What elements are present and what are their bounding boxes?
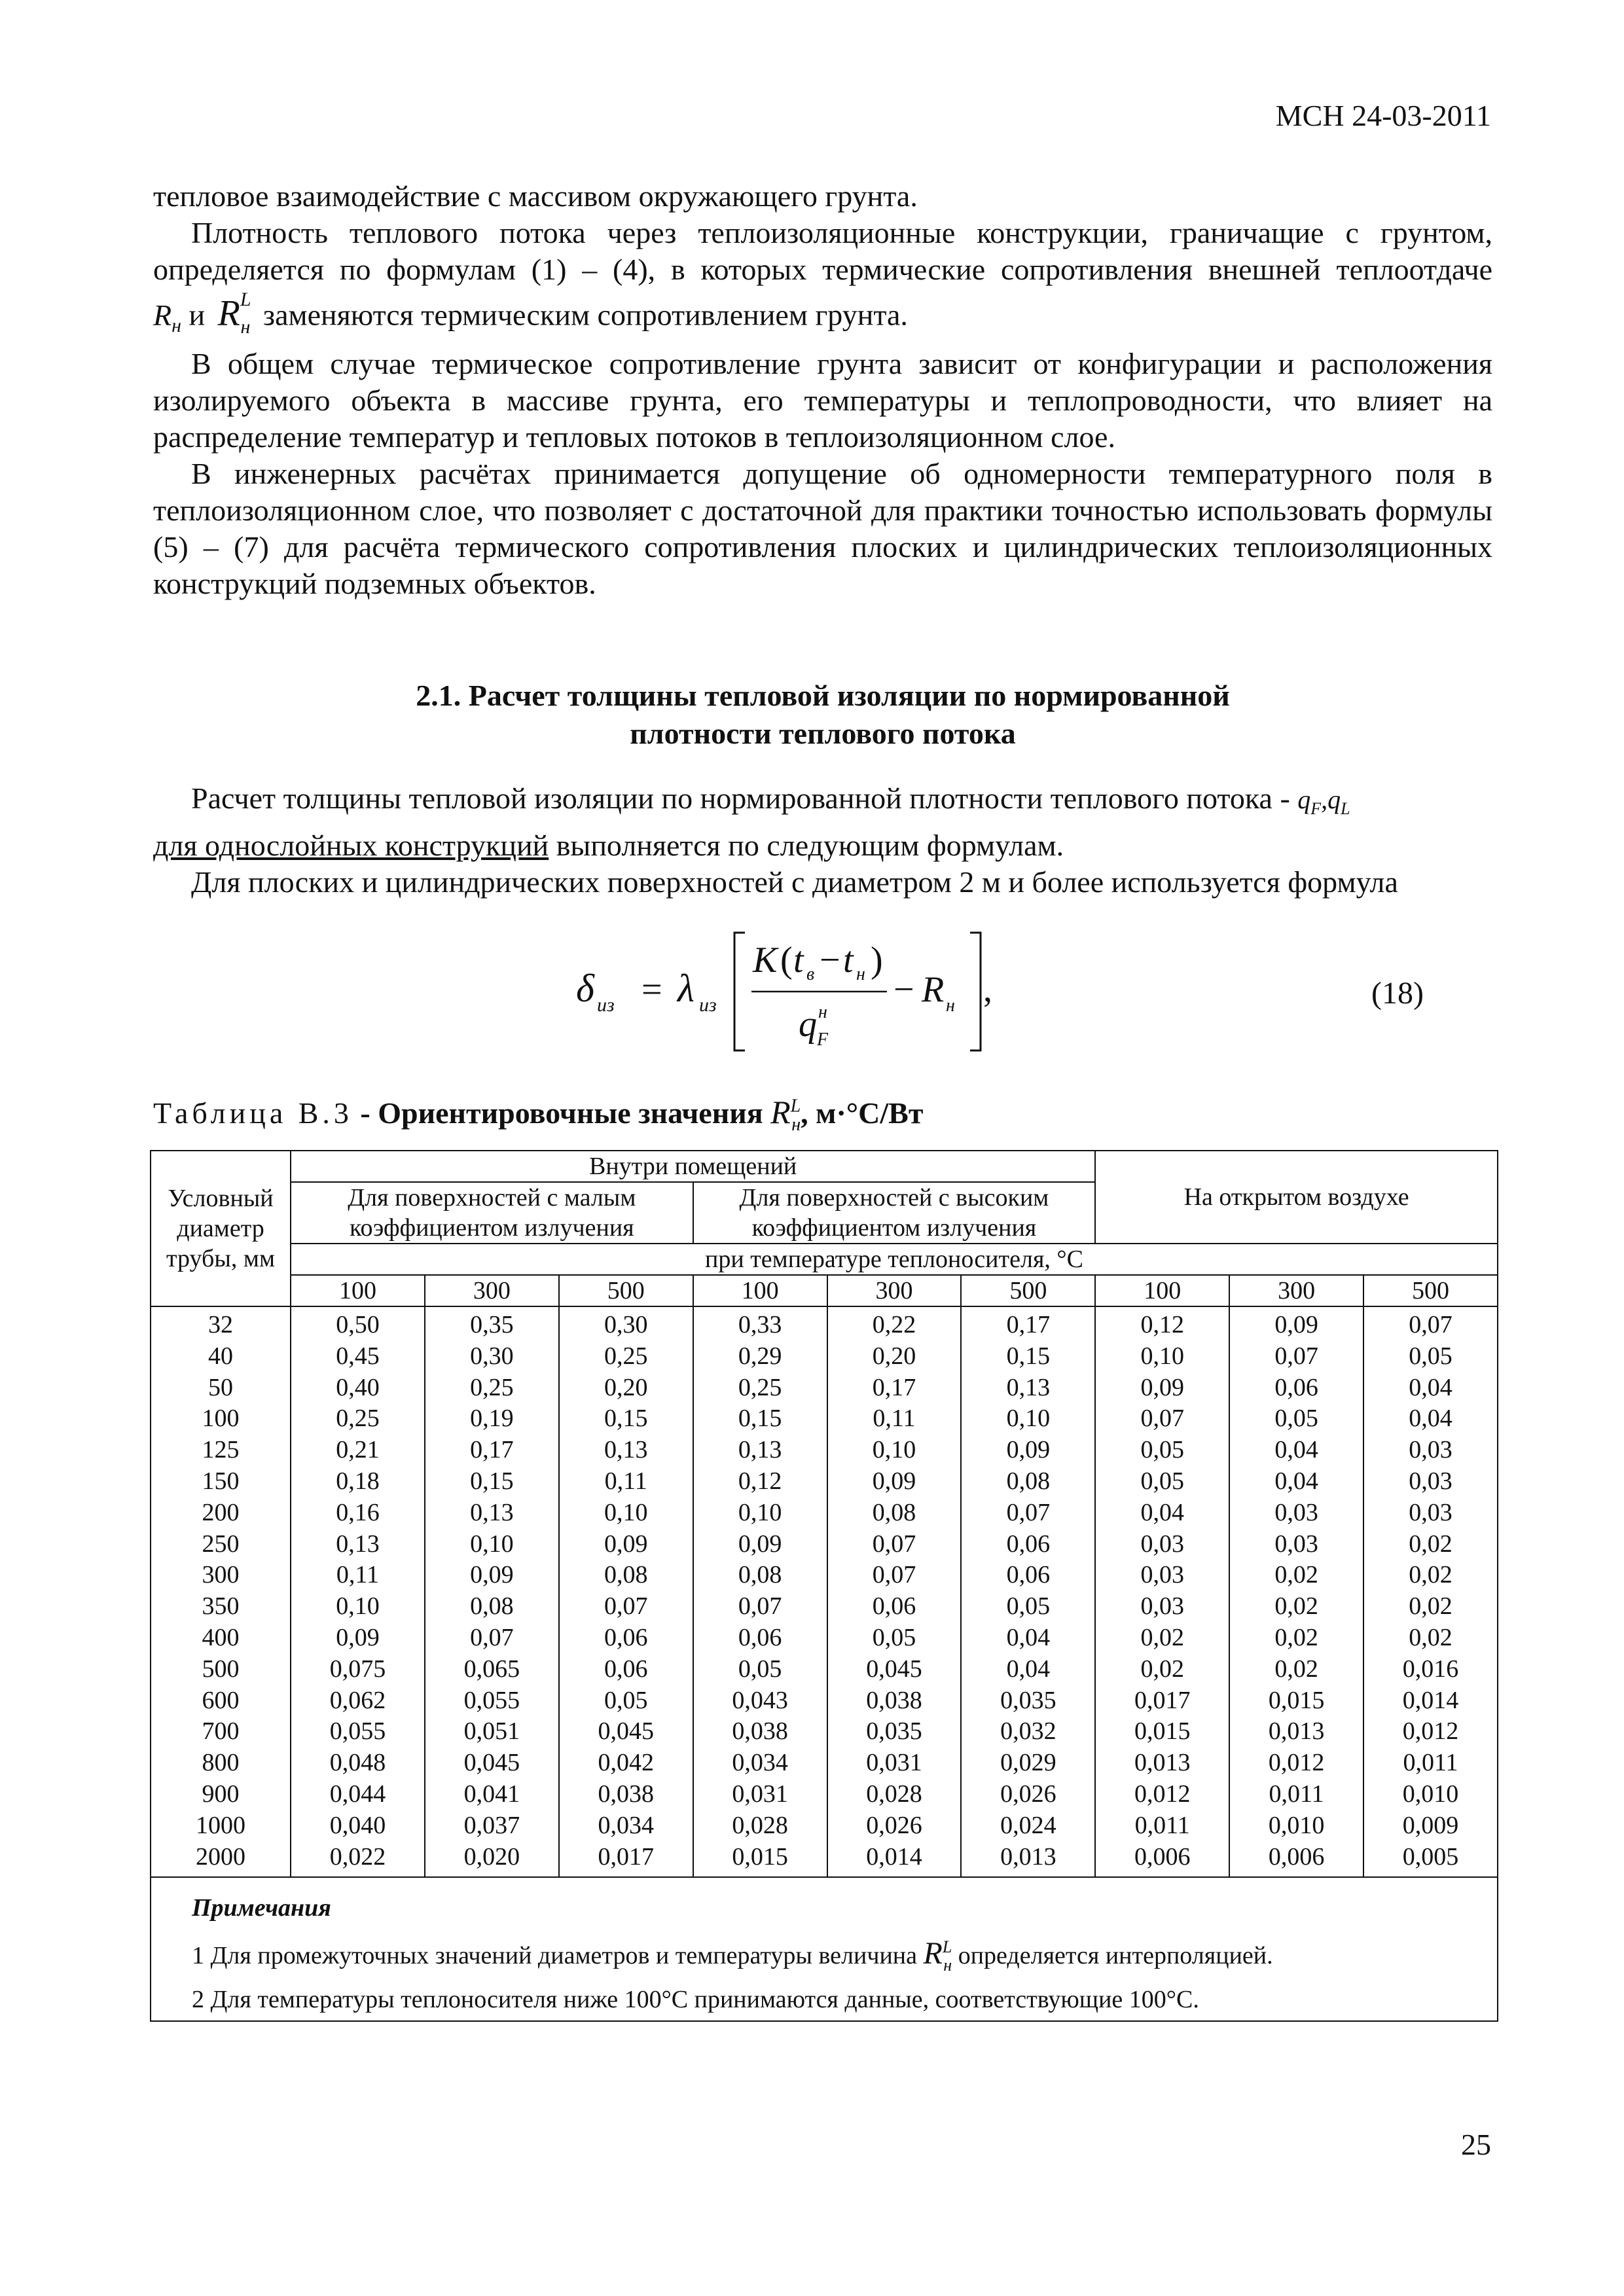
cell-value: 0,038 bbox=[559, 1779, 693, 1810]
formula-lambda: λ bbox=[677, 967, 695, 1010]
cell-diameter: 100 bbox=[151, 1403, 291, 1435]
cell-value: 0,02 bbox=[1229, 1654, 1363, 1685]
cell-value: 0,04 bbox=[1229, 1435, 1363, 1466]
cell-value: 0,10 bbox=[693, 1498, 827, 1529]
header-temp-8: 500 bbox=[1363, 1275, 1498, 1306]
cell-value: 0,043 bbox=[693, 1685, 827, 1717]
cell-diameter: 350 bbox=[151, 1591, 291, 1623]
table-row bbox=[151, 1435, 1498, 1466]
svg-text:−: − bbox=[893, 969, 914, 1010]
cell-value: 0,02 bbox=[1363, 1623, 1498, 1654]
cell-value: 0,10 bbox=[291, 1591, 425, 1623]
header-low-emissivity: Для поверхностей с малым коэффициентом излучения bbox=[291, 1182, 693, 1244]
cell-value: 0,04 bbox=[1363, 1372, 1498, 1404]
cell-value: 0,10 bbox=[961, 1403, 1095, 1435]
cell-value: 0,08 bbox=[559, 1560, 693, 1591]
cell-value: 0,042 bbox=[559, 1748, 693, 1779]
cell-value: 0,10 bbox=[425, 1529, 559, 1560]
formula-t2: t bbox=[843, 940, 854, 980]
header-temp-2: 500 bbox=[559, 1275, 693, 1306]
table-title-symbol: $R^L_н$ bbox=[770, 1094, 801, 1135]
cell-value: 0,04 bbox=[1229, 1466, 1363, 1498]
cell-value: 0,08 bbox=[961, 1466, 1095, 1498]
cell-value: 0,026 bbox=[827, 1810, 962, 1842]
section-heading-line2: плотности теплового потока bbox=[630, 717, 1016, 750]
cell-diameter: 125 bbox=[151, 1435, 291, 1466]
cell-value: 0,03 bbox=[1095, 1529, 1229, 1560]
cell-value: 0,07 bbox=[425, 1623, 559, 1654]
cell-value: 0,06 bbox=[827, 1591, 962, 1623]
formula-lambda-sub: из bbox=[699, 994, 717, 1016]
table-row bbox=[151, 1716, 1498, 1748]
formula-18 bbox=[563, 920, 1021, 1057]
paragraph-formula-intro: Для плоских и цилиндрических поверхностей с диаметром 2 м и более используется формула bbox=[191, 865, 1398, 899]
cell-value: 0,09 bbox=[1229, 1306, 1363, 1341]
cell-value: 0,05 bbox=[827, 1623, 962, 1654]
cell-value: 0,04 bbox=[961, 1623, 1095, 1654]
notes-heading: Примечания bbox=[192, 1894, 331, 1922]
cell-value: 0,045 bbox=[559, 1716, 693, 1748]
cell-diameter: 900 bbox=[151, 1779, 291, 1810]
cell-value: 0,07 bbox=[1229, 1341, 1363, 1372]
cell-value: 0,07 bbox=[1095, 1403, 1229, 1435]
header-temp-5: 500 bbox=[961, 1275, 1095, 1306]
cell-value: 0,02 bbox=[1095, 1623, 1229, 1654]
cell-value: 0,006 bbox=[1095, 1842, 1229, 1878]
cell-value: 0,029 bbox=[961, 1748, 1095, 1779]
svg-text:): ) bbox=[871, 940, 883, 980]
paragraph-engineering-assumption: В инженерных расчётах принимается допущение об одномерности температурного поля в теплоизоляционном слое, что позволяет с достаточной для практики точностью использовать формулы (5) – (7) для расчёта термического сопротивления плоских и цилиндрических теплоизоляционных конструкций подземных объектов. bbox=[153, 456, 1492, 600]
cell-value: 0,031 bbox=[693, 1779, 827, 1810]
header-temp-7: 300 bbox=[1229, 1275, 1363, 1306]
cell-value: 0,024 bbox=[961, 1810, 1095, 1842]
cell-value: 0,45 bbox=[291, 1341, 425, 1372]
table-row bbox=[151, 1591, 1498, 1623]
cell-value: 0,10 bbox=[1095, 1341, 1229, 1372]
cell-value: 0,05 bbox=[961, 1591, 1095, 1623]
formula-r: R bbox=[922, 969, 945, 1010]
cell-value: 0,09 bbox=[961, 1435, 1095, 1466]
formula-tn-sub: н bbox=[856, 964, 865, 984]
table-title: Таблица В.3 - Ориентировочные значения $R^L_н$, м·°С/Вт bbox=[153, 1094, 924, 1135]
header-high-emissivity: Для поверхностей с высоким коэффициентом излучения bbox=[693, 1182, 1096, 1244]
cell-value: 0,06 bbox=[559, 1623, 693, 1654]
formula-q-sup: н bbox=[818, 1002, 827, 1022]
cell-value: 0,03 bbox=[1363, 1435, 1498, 1466]
cell-value: 0,30 bbox=[425, 1341, 559, 1372]
cell-value: 0,028 bbox=[827, 1779, 962, 1810]
cell-value: 0,07 bbox=[559, 1591, 693, 1623]
cell-value: 0,05 bbox=[559, 1685, 693, 1717]
cell-value: 0,20 bbox=[827, 1341, 962, 1372]
cell-value: 0,065 bbox=[425, 1654, 559, 1685]
cell-value: 0,07 bbox=[827, 1560, 962, 1591]
cell-value: 0,07 bbox=[1363, 1306, 1498, 1341]
table-row bbox=[151, 1341, 1498, 1372]
paragraph-continuation: тепловое взаимодействие с массивом окружающего грунта. bbox=[153, 179, 918, 213]
note-2: 2 Для температуры теплоносителя ниже 100°С принимаются данные, соответствующие 100°С. bbox=[192, 1985, 1199, 2013]
section-heading-line1: 2.1. Расчет толщины тепловой изоляции по нормированной bbox=[416, 679, 1230, 712]
paragraph-soil-resistance: В общем случае термическое сопротивление грунта зависит от конфигурации и расположения изолируемого объекта в массиве грунта, его температуры и теплопроводности, что влияет на распределение температур и тепловых потоков в теплоизоляционном слое. bbox=[153, 346, 1492, 454]
cell-value: 0,22 bbox=[827, 1306, 962, 1341]
formula-tv-sub: в bbox=[806, 964, 815, 984]
cell-value: 0,15 bbox=[961, 1341, 1095, 1372]
cell-diameter: 150 bbox=[151, 1466, 291, 1498]
cell-value: 0,35 bbox=[425, 1306, 559, 1341]
section-heading bbox=[153, 677, 1492, 753]
cell-value: 0,015 bbox=[1095, 1716, 1229, 1748]
cell-value: 0,035 bbox=[961, 1685, 1095, 1717]
cell-value: 0,04 bbox=[1095, 1498, 1229, 1529]
cell-value: 0,21 bbox=[291, 1435, 425, 1466]
cell-value: 0,03 bbox=[1095, 1591, 1229, 1623]
cell-value: 0,031 bbox=[827, 1748, 962, 1779]
cell-value: 0,13 bbox=[425, 1498, 559, 1529]
cell-diameter: 500 bbox=[151, 1654, 291, 1685]
cell-value: 0,045 bbox=[425, 1748, 559, 1779]
table-row bbox=[151, 1810, 1498, 1842]
symbol-qf-ql: $q_F,q_L$ bbox=[1297, 785, 1350, 818]
cell-value: 0,05 bbox=[1363, 1341, 1498, 1372]
formula-equals: = bbox=[641, 969, 662, 1010]
cell-value: 0,012 bbox=[1363, 1716, 1498, 1748]
cell-value: 0,09 bbox=[291, 1623, 425, 1654]
cell-value: 0,06 bbox=[961, 1529, 1095, 1560]
cell-value: 0,014 bbox=[1363, 1685, 1498, 1717]
cell-value: 0,017 bbox=[1095, 1685, 1229, 1717]
cell-value: 0,16 bbox=[291, 1498, 425, 1529]
cell-value: 0,13 bbox=[693, 1435, 827, 1466]
cell-value: 0,02 bbox=[1229, 1591, 1363, 1623]
cell-diameter: 1000 bbox=[151, 1810, 291, 1842]
cell-diameter: 2000 bbox=[151, 1842, 291, 1878]
cell-value: 0,055 bbox=[291, 1716, 425, 1748]
cell-value: 0,038 bbox=[827, 1685, 962, 1717]
cell-value: 0,06 bbox=[1229, 1372, 1363, 1404]
table-row bbox=[151, 1842, 1498, 1878]
paragraph-heat-flux: Плотность теплового потока через теплоизоляционные конструкции, граничащие с грунтом, определяется по формулам (1) – (4), в которых термические сопротивления внешней теплоотдаче bbox=[153, 216, 1492, 286]
cell-value: 0,055 bbox=[425, 1685, 559, 1717]
formula-q: q bbox=[799, 1004, 817, 1045]
cell-value: 0,02 bbox=[1095, 1654, 1229, 1685]
cell-value: 0,015 bbox=[693, 1842, 827, 1878]
cell-value: 0,30 bbox=[559, 1306, 693, 1341]
cell-value: 0,08 bbox=[425, 1591, 559, 1623]
cell-value: 0,013 bbox=[1229, 1716, 1363, 1748]
cell-value: 0,33 bbox=[693, 1306, 827, 1341]
cell-value: 0,062 bbox=[291, 1685, 425, 1717]
underlined-single-layer: для однослойных конструкций bbox=[153, 829, 549, 862]
svg-text:−: − bbox=[820, 940, 840, 980]
cell-value: 0,12 bbox=[1095, 1306, 1229, 1341]
cell-value: 0,25 bbox=[693, 1372, 827, 1404]
formula-r-sub: н bbox=[946, 996, 955, 1016]
cell-value: 0,29 bbox=[693, 1341, 827, 1372]
cell-value: 0,07 bbox=[827, 1529, 962, 1560]
cell-value: 0,011 bbox=[1095, 1810, 1229, 1842]
body-text-lower bbox=[153, 780, 1492, 901]
note-symbol: $R^L_н$ bbox=[923, 1936, 952, 1975]
cell-diameter: 32 bbox=[151, 1306, 291, 1341]
cell-value: 0,13 bbox=[961, 1372, 1095, 1404]
cell-value: 0,09 bbox=[693, 1529, 827, 1560]
table-row bbox=[151, 1779, 1498, 1810]
header-diameter: Условный диаметр трубы, мм bbox=[151, 1151, 291, 1306]
cell-value: 0,20 bbox=[559, 1372, 693, 1404]
formula-k: K bbox=[753, 940, 778, 980]
cell-value: 0,04 bbox=[1363, 1403, 1498, 1435]
table-row bbox=[151, 1748, 1498, 1779]
cell-value: 0,03 bbox=[1229, 1529, 1363, 1560]
cell-value: 0,017 bbox=[559, 1842, 693, 1878]
table-row bbox=[151, 1372, 1498, 1404]
cell-value: 0,05 bbox=[1095, 1435, 1229, 1466]
cell-value: 0,25 bbox=[425, 1372, 559, 1404]
table-row bbox=[151, 1560, 1498, 1591]
header-temp-6: 100 bbox=[1095, 1275, 1229, 1306]
document-code-header: МСН 24-03-2011 bbox=[1275, 99, 1491, 132]
cell-value: 0,13 bbox=[559, 1435, 693, 1466]
cell-value: 0,10 bbox=[827, 1435, 962, 1466]
cell-value: 0,048 bbox=[291, 1748, 425, 1779]
page-number: 25 bbox=[1461, 2128, 1491, 2161]
formula-t1: t bbox=[793, 940, 804, 980]
svg-text:(: ( bbox=[780, 940, 793, 980]
cell-value: 0,05 bbox=[693, 1654, 827, 1685]
paragraph-thickness-calc: Расчет толщины тепловой изоляции по нормированной плотности теплового потока - $q_F,q_L$ для однослойных конструкций выполняется по следующим формулам. bbox=[153, 781, 1350, 862]
cell-value: 0,02 bbox=[1363, 1529, 1498, 1560]
cell-value: 0,006 bbox=[1229, 1842, 1363, 1878]
header-temp-3: 100 bbox=[693, 1275, 827, 1306]
cell-value: 0,038 bbox=[693, 1716, 827, 1748]
cell-value: 0,051 bbox=[425, 1716, 559, 1748]
cell-value: 0,12 bbox=[693, 1466, 827, 1498]
cell-value: 0,012 bbox=[1229, 1748, 1363, 1779]
cell-value: 0,014 bbox=[827, 1842, 962, 1878]
cell-value: 0,11 bbox=[827, 1403, 962, 1435]
cell-value: 0,010 bbox=[1363, 1779, 1498, 1810]
formula-delta: δ bbox=[576, 967, 594, 1010]
cell-value: 0,08 bbox=[693, 1560, 827, 1591]
cell-value: 0,11 bbox=[291, 1560, 425, 1591]
cell-value: 0,041 bbox=[425, 1779, 559, 1810]
cell-value: 0,037 bbox=[425, 1810, 559, 1842]
cell-value: 0,15 bbox=[425, 1466, 559, 1498]
cell-value: 0,03 bbox=[1363, 1498, 1498, 1529]
cell-value: 0,18 bbox=[291, 1466, 425, 1498]
header-temp-0: 100 bbox=[291, 1275, 425, 1306]
cell-value: 0,04 bbox=[961, 1654, 1095, 1685]
table-row bbox=[151, 1685, 1498, 1717]
cell-value: 0,045 bbox=[827, 1654, 962, 1685]
cell-value: 0,009 bbox=[1363, 1810, 1498, 1842]
cell-value: 0,012 bbox=[1095, 1779, 1229, 1810]
equation-number: (18) bbox=[1371, 976, 1424, 1011]
svg-text:,: , bbox=[983, 969, 992, 1010]
cell-value: 0,02 bbox=[1363, 1591, 1498, 1623]
formula-right-bracket bbox=[970, 933, 981, 1050]
cell-value: 0,022 bbox=[291, 1842, 425, 1878]
formula-iz-sub: из bbox=[597, 994, 615, 1016]
cell-value: 0,09 bbox=[425, 1560, 559, 1591]
table-row bbox=[151, 1623, 1498, 1654]
symbol-rn: $R_н$ bbox=[153, 298, 181, 336]
cell-value: 0,05 bbox=[1095, 1466, 1229, 1498]
cell-value: 0,09 bbox=[827, 1466, 962, 1498]
cell-value: 0,25 bbox=[559, 1341, 693, 1372]
cell-diameter: 800 bbox=[151, 1748, 291, 1779]
header-outdoor: На открытом воздухе bbox=[1095, 1151, 1498, 1244]
cell-value: 0,035 bbox=[827, 1716, 962, 1748]
table-row bbox=[151, 1654, 1498, 1685]
cell-value: 0,015 bbox=[1229, 1685, 1363, 1717]
cell-value: 0,03 bbox=[1095, 1560, 1229, 1591]
cell-diameter: 300 bbox=[151, 1560, 291, 1591]
formula-left-bracket bbox=[734, 933, 745, 1050]
resistance-table bbox=[150, 1150, 1498, 2022]
cell-diameter: 400 bbox=[151, 1623, 291, 1654]
cell-diameter: 600 bbox=[151, 1685, 291, 1717]
cell-value: 0,040 bbox=[291, 1810, 425, 1842]
cell-value: 0,25 bbox=[291, 1403, 425, 1435]
cell-value: 0,06 bbox=[961, 1560, 1095, 1591]
cell-value: 0,02 bbox=[1229, 1560, 1363, 1591]
table-row bbox=[151, 1306, 1498, 1341]
cell-value: 0,034 bbox=[693, 1748, 827, 1779]
header-temperature: при температуре теплоносителя, °С bbox=[291, 1244, 1498, 1275]
cell-value: 0,005 bbox=[1363, 1842, 1498, 1878]
cell-value: 0,07 bbox=[693, 1591, 827, 1623]
cell-value: 0,06 bbox=[693, 1623, 827, 1654]
table-row bbox=[151, 1403, 1498, 1435]
cell-value: 0,50 bbox=[291, 1306, 425, 1341]
cell-value: 0,02 bbox=[1229, 1623, 1363, 1654]
cell-value: 0,010 bbox=[1229, 1810, 1363, 1842]
note-1: 1 Для промежуточных значений диаметров и температуры величина $R^L_н$ определяется интерполяцией. bbox=[192, 1936, 1273, 1975]
cell-value: 0,026 bbox=[961, 1779, 1095, 1810]
cell-value: 0,09 bbox=[1095, 1372, 1229, 1404]
cell-value: 0,016 bbox=[1363, 1654, 1498, 1685]
cell-value: 0,011 bbox=[1229, 1779, 1363, 1810]
cell-value: 0,09 bbox=[559, 1529, 693, 1560]
cell-value: 0,17 bbox=[961, 1306, 1095, 1341]
cell-value: 0,15 bbox=[559, 1403, 693, 1435]
cell-diameter: 700 bbox=[151, 1716, 291, 1748]
cell-diameter: 250 bbox=[151, 1529, 291, 1560]
cell-value: 0,020 bbox=[425, 1842, 559, 1878]
cell-value: 0,032 bbox=[961, 1716, 1095, 1748]
symbol-rnl: $R^L_н$ bbox=[217, 289, 251, 338]
cell-value: 0,044 bbox=[291, 1779, 425, 1810]
cell-value: 0,13 bbox=[291, 1529, 425, 1560]
cell-value: 0,17 bbox=[827, 1372, 962, 1404]
header-temp-4: 300 bbox=[827, 1275, 962, 1306]
cell-value: 0,034 bbox=[559, 1810, 693, 1842]
cell-value: 0,08 bbox=[827, 1498, 962, 1529]
cell-value: 0,02 bbox=[1363, 1560, 1498, 1591]
cell-value: 0,10 bbox=[559, 1498, 693, 1529]
cell-value: 0,11 bbox=[559, 1466, 693, 1498]
cell-value: 0,19 bbox=[425, 1403, 559, 1435]
cell-value: 0,075 bbox=[291, 1654, 425, 1685]
cell-value: 0,06 bbox=[559, 1654, 693, 1685]
cell-value: 0,013 bbox=[1095, 1748, 1229, 1779]
cell-value: 0,03 bbox=[1363, 1466, 1498, 1498]
header-temp-1: 300 bbox=[425, 1275, 559, 1306]
cell-value: 0,05 bbox=[1229, 1403, 1363, 1435]
cell-diameter: 40 bbox=[151, 1341, 291, 1372]
cell-value: 0,013 bbox=[961, 1842, 1095, 1878]
cell-value: 0,028 bbox=[693, 1810, 827, 1842]
table-row bbox=[151, 1466, 1498, 1498]
cell-diameter: 50 bbox=[151, 1372, 291, 1404]
cell-diameter: 200 bbox=[151, 1498, 291, 1529]
paragraph-heat-flux-end: $R_н$ и $R^L_н$ заменяются термическим сопротивлением грунта. bbox=[153, 288, 1492, 346]
cell-value: 0,03 bbox=[1229, 1498, 1363, 1529]
cell-value: 0,07 bbox=[961, 1498, 1095, 1529]
body-text-upper bbox=[153, 178, 1492, 602]
header-indoor: Внутри помещений bbox=[291, 1151, 1095, 1182]
cell-value: 0,17 bbox=[425, 1435, 559, 1466]
table-notes bbox=[151, 1877, 1498, 2021]
cell-value: 0,15 bbox=[693, 1403, 827, 1435]
cell-value: 0,40 bbox=[291, 1372, 425, 1404]
table-row bbox=[151, 1529, 1498, 1560]
formula-q-sub: F bbox=[817, 1030, 829, 1050]
table-row bbox=[151, 1498, 1498, 1529]
cell-value: 0,011 bbox=[1363, 1748, 1498, 1779]
